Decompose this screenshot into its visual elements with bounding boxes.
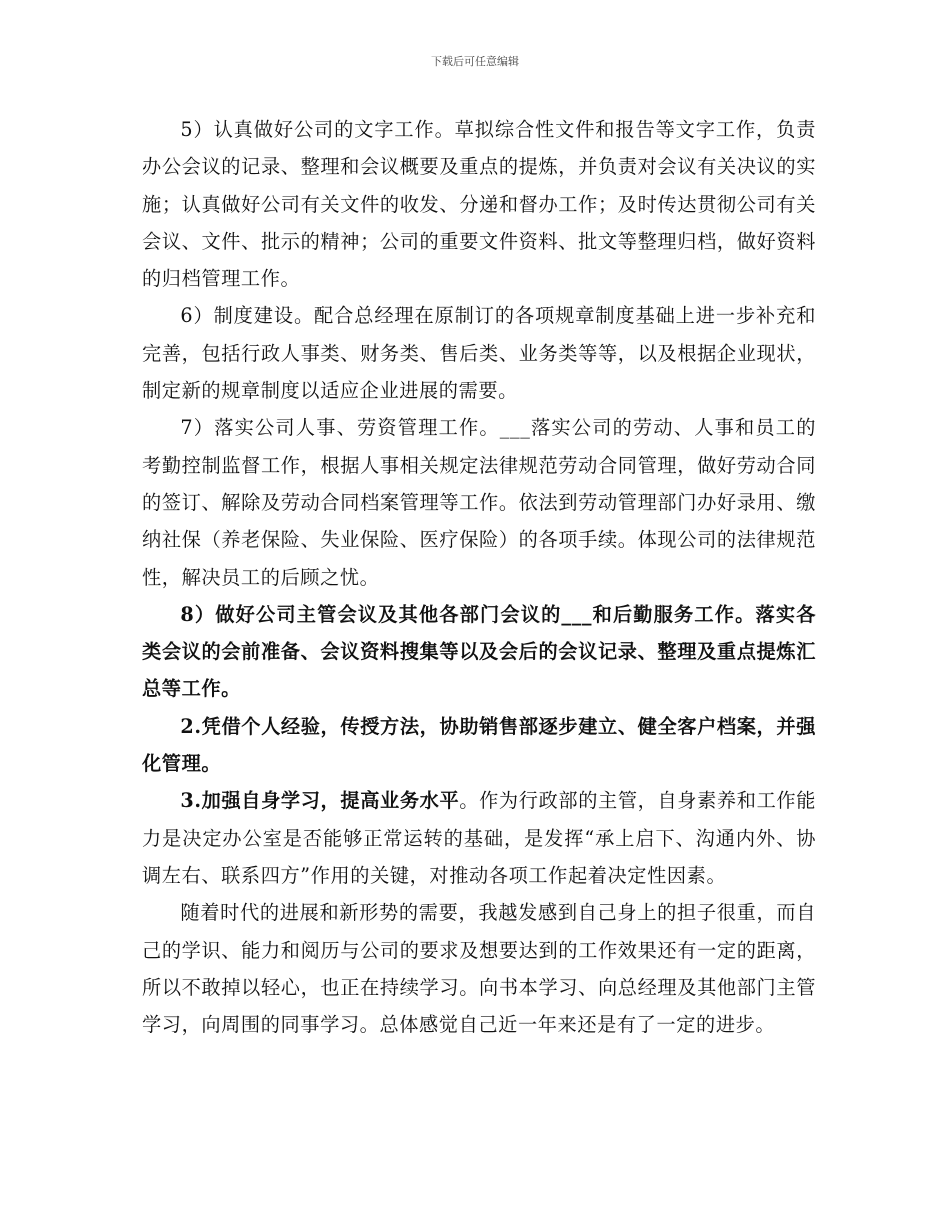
paragraph-section-2: 2.凭借个人经验，传授方法，协助销售部逐步建立、健全客户档案，并强化管理。 [142,714,816,776]
page-header: 下载后可任意编辑 [431,55,519,68]
section-3-body: 。作为行政部的主管，自身素养和工作能力是决定办公室是否能够正常运转的基础，是发挥“承上启下、沟通内外、协调左右、联系四方”作用的关键，对推动各项工作起着决定性因素。 [142,789,816,887]
paragraph-7: 7）落实公司人事、劳资管理工作。___落实公司的劳动、人事和员工的考勤控制监督工作，根据人事相关规定法律规范劳动合同管理，做好劳动合同的签订、解除及劳动合同档案管理等工作。依法到劳动管理部门办好录用、缴纳社保（养老保险、失业保险、医疗保险）的各项手续。体现公司的法律规范性，解决员工的后顾之忧。 [142,416,816,589]
paragraph-closing: 随着时代的进展和新形势的需要，我越发感到自己身上的担子很重，而自己的学识、能力和阅历与公司的要求及想要达到的工作效果还有一定的距离，所以不敢掉以轻心，也正在持续学习。向书本学习、向总经理及其他部门主管学习，向周围的同事学习。总体感觉自己近一年来还是有了一定的进步。 [142,901,816,1037]
paragraph-section-3 [142,782,816,894]
section-3-heading: 3.加强自身学习，提高业务水平 [180,789,460,813]
paragraph-6: 6）制度建设。配合总经理在原制订的各项规章制度基础上进一步补充和完善，包括行政人事类、财务类、售后类、业务类等等，以及根据企业现状，制定新的规章制度以适应企业进展的需要。 [142,304,816,403]
paragraph-5: 5）认真做好公司的文字工作。草拟综合性文件和报告等文字工作，负责办公会议的记录、整理和会议概要及重点的提炼，并负责对会议有关决议的实施；认真做好公司有关文件的收发、分递和督办工作；及时传达贯彻公司有关会议、文件、批示的精神；公司的重要文件资料、批文等整理归档，做好资料的归档管理工作。 [142,118,816,291]
document-body [142,111,816,1043]
paragraph-8: 8）做好公司主管会议及其他各部门会议的___和后勤服务工作。落实各类会议的会前准备、会议资料搜集等以及会后的会议记录、整理及重点提炼汇总等工作。 [142,602,816,701]
